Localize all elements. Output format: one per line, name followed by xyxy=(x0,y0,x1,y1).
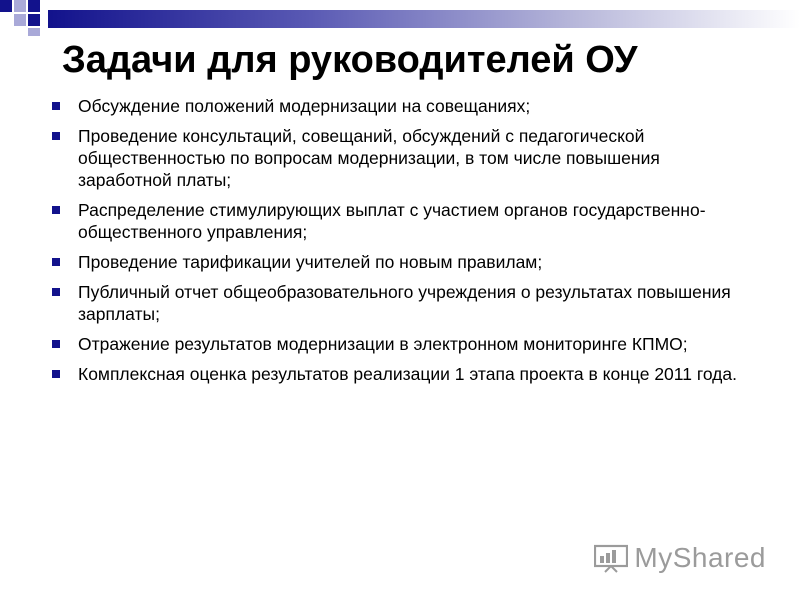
decor-square xyxy=(28,28,40,36)
bullet-text: Отражение результатов модернизации в электронном мониторинге КПМО; xyxy=(78,334,688,354)
bullet-item xyxy=(50,333,750,355)
header-gradient-bar xyxy=(48,10,800,28)
decor-square xyxy=(14,0,26,12)
bullet-square-icon xyxy=(52,206,60,214)
bullet-text: Проведение тарификации учителей по новым правилам; xyxy=(78,252,543,272)
watermark-logo xyxy=(594,542,766,574)
bullet-square-icon xyxy=(52,288,60,296)
bullet-square-icon xyxy=(52,370,60,378)
bullet-square-icon xyxy=(52,258,60,266)
header-decoration xyxy=(0,0,800,36)
bullet-square-icon xyxy=(52,340,60,348)
watermark-text: MyShared xyxy=(634,542,766,573)
bullet-list xyxy=(50,95,750,393)
decor-square xyxy=(28,14,40,26)
slide-title: Задачи для руководителей ОУ xyxy=(62,39,638,81)
bullet-text: Распределение стимулирующих выплат с участием органов государственно-общественного управления; xyxy=(78,200,706,242)
bullet-square-icon xyxy=(52,132,60,140)
decor-square xyxy=(0,0,12,12)
presentation-board-icon xyxy=(594,543,628,573)
decor-square xyxy=(28,0,40,12)
bullet-item xyxy=(50,251,750,273)
bullet-item xyxy=(50,95,750,117)
bullet-item xyxy=(50,363,750,385)
bullet-text: Обсуждение положений модернизации на совещаниях; xyxy=(78,96,531,116)
bullet-text: Комплексная оценка результатов реализации 1 этапа проекта в конце 2011 года. xyxy=(78,364,737,384)
decor-square xyxy=(14,14,26,26)
bullet-square-icon xyxy=(52,102,60,110)
bullet-item xyxy=(50,125,750,191)
bullet-item xyxy=(50,281,750,325)
bullet-item xyxy=(50,199,750,243)
bullet-text: Проведение консультаций, совещаний, обсуждений с педагогической общественностью по вопросам модернизации, в том числе повышения заработной платы; xyxy=(78,126,660,190)
bullet-text: Публичный отчет общеобразовательного учреждения о результатах повышения зарплаты; xyxy=(78,282,731,324)
